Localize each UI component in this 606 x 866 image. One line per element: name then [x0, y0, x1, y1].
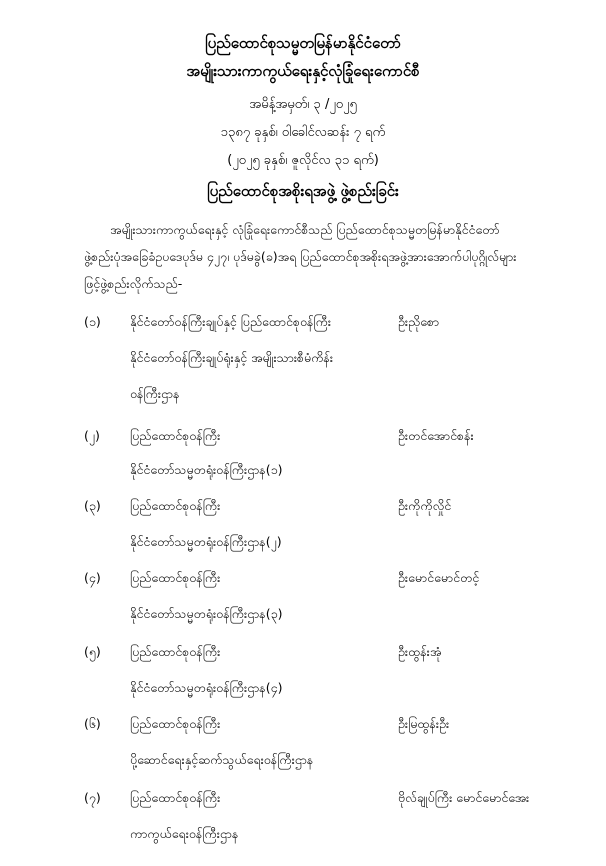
member-number: (၁) — [84, 314, 101, 329]
header-state-name: ပြည်ထောင်စုသမ္မတမြန်မာနိုင်ငံတော် — [205, 34, 401, 52]
member-number: (၂) — [84, 428, 100, 443]
date-gregorian: (၂၀၂၅ ခုနှစ်၊ ဇူလိုင်လ ၃၁ ရက်) — [227, 153, 379, 168]
intro-line-1: အမျိုးသားကာကွယ်ရေးနှင့် လုံခြုံရေးကောင်စီသည် ပြည်ထောင်စုသမ္မတမြန်မာနိုင်ငံတော် — [110, 222, 500, 237]
member-name: ဦးညိုစော — [398, 314, 440, 329]
member-number: (၆) — [84, 716, 101, 731]
member-ministry: နိုင်ငံတော်သမ္မတရုံးဝန်ကြီးဌာန(၄) — [130, 680, 283, 695]
member-name: ဦးကိုကိုလှိုင် — [398, 498, 452, 513]
member-name: ဦးမောင်မောင်တင့် — [398, 570, 480, 585]
member-ministry: နိုင်ငံတော်သမ္မတရုံးဝန်ကြီးဌာန(၃) — [130, 606, 283, 621]
member-ministry: နိုင်ငံတော်ဝန်ကြီးချုပ်ရုံးနှင့် အမျိုးသားစီမံကိန်း — [130, 350, 334, 365]
intro-line-2: ဖွဲ့စည်းပုံအခြေခံဥပဒေပုဒ်မ ၄၂၇၊ ပုဒ်မခွဲ(ခ)အရ ပြည်ထောင်စုအစိုးရအဖွဲ့အားအောက်ပါပုဂ္ဂိုလ်များ — [84, 249, 517, 264]
member-number: (၅) — [84, 644, 101, 659]
member-number: (၄) — [84, 570, 101, 585]
member-position: ပြည်ထောင်စုဝန်ကြီး — [130, 498, 221, 513]
subject-title: ပြည်ထောင်စုအစိုးရအဖွဲ့ ဖွဲ့စည်းခြင်း — [207, 182, 399, 200]
member-position: ပြည်ထောင်စုဝန်ကြီး — [130, 790, 221, 805]
member-ministry: နိုင်ငံတော်သမ္မတရုံးဝန်ကြီးဌာန(၁) — [130, 462, 283, 477]
member-ministry: ကာကွယ်ရေးဝန်ကြီးဌာန — [130, 826, 239, 841]
member-name: ဦးတင်အောင်စန်း — [398, 428, 474, 443]
member-position: ပြည်ထောင်စုဝန်ကြီး — [130, 644, 221, 659]
member-position: ပြည်ထောင်စုဝန်ကြီး — [130, 428, 221, 443]
member-ministry: ပို့ဆောင်ရေးနှင့်ဆက်သွယ်ရေးဝန်ကြီးဌာန — [130, 752, 314, 767]
order-number: အမိန့်အမှတ်၊ ၃ /၂၀၂၅ — [249, 97, 357, 112]
member-name: ဦးမြထွန်းဦး — [398, 716, 450, 731]
member-position: ပြည်ထောင်စုဝန်ကြီး — [130, 570, 221, 585]
member-number: (၃) — [84, 498, 101, 513]
member-position: နိုင်ငံတော်ဝန်ကြီးချုပ်နှင့် ပြည်ထောင်စုဝန်ကြီး — [130, 314, 331, 329]
header-council-name: အမျိုးသားကာကွယ်ရေးနှင့်လုံခြုံရေးကောင်စီ — [186, 62, 420, 80]
member-name: ဗိုလ်ချုပ်ကြီး မောင်မောင်အေး — [398, 790, 530, 805]
member-ministry-cont: ဝန်ကြီးဌာန — [130, 386, 180, 401]
date-myanmar: ၁၃၈၇ ခုနှစ်၊ ဝါခေါင်လဆန်း ၇ ရက် — [220, 125, 386, 140]
intro-line-3: ဖြင့်ဖွဲ့စည်းလိုက်သည်- — [84, 276, 183, 291]
member-name: ဦးထွန်းအုံ — [398, 644, 442, 659]
member-number: (၇) — [84, 790, 101, 805]
member-ministry: နိုင်ငံတော်သမ္မတရုံးဝန်ကြီးဌာန(၂) — [130, 534, 282, 549]
member-position: ပြည်ထောင်စုဝန်ကြီး — [130, 716, 221, 731]
